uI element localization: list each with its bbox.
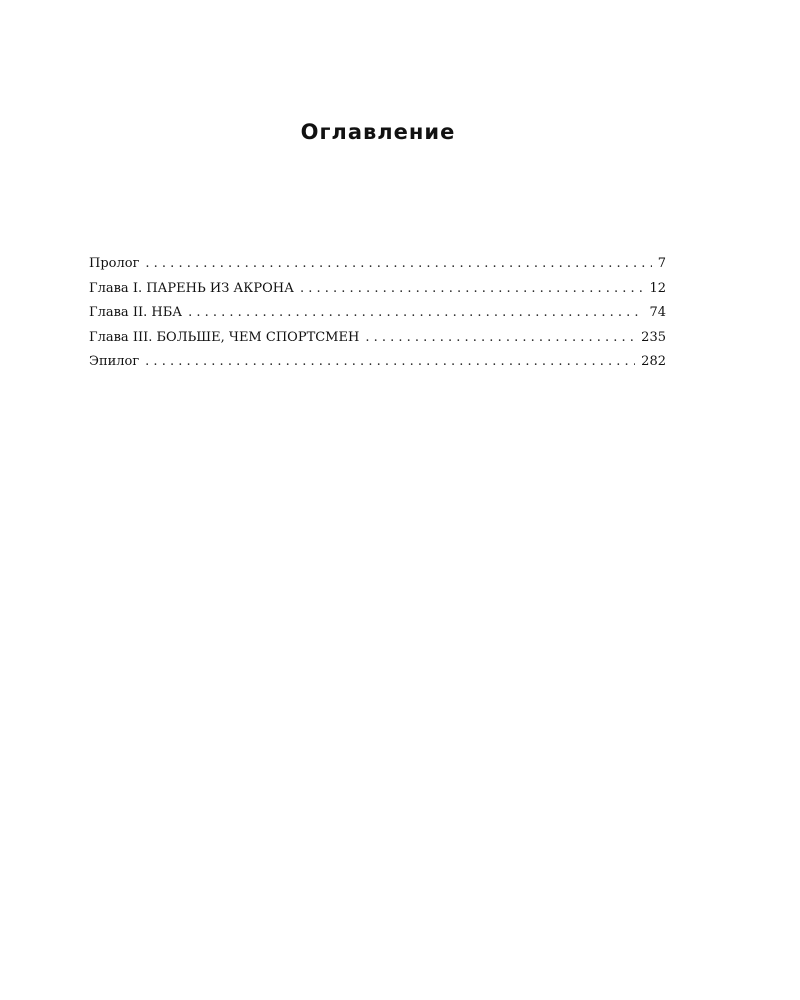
table-of-contents xyxy=(89,252,666,375)
toc-entry-page: 12 xyxy=(649,280,666,296)
toc-entry-epilogue[interactable] xyxy=(89,350,666,375)
toc-heading: Оглавление xyxy=(300,120,456,144)
toc-entry-page: 235 xyxy=(641,329,666,345)
dot-leader xyxy=(145,350,635,375)
toc-entry-label: Глава I. ПАРЕНЬ ИЗ АКРОНА xyxy=(89,280,294,296)
dot-leader xyxy=(188,301,643,326)
toc-entry-label: Пролог xyxy=(89,256,140,271)
toc-entry-prologue[interactable] xyxy=(89,252,666,277)
toc-entry-label: Эпилог xyxy=(89,354,140,369)
toc-entry-page: 74 xyxy=(649,305,666,320)
toc-entry-chapter-2[interactable] xyxy=(89,301,666,326)
dot-leader xyxy=(365,326,635,351)
toc-entry-label: Глава III. БОЛЬШЕ, ЧЕМ СПОРТСМЕН xyxy=(89,329,360,345)
toc-entry-chapter-3[interactable] xyxy=(89,326,666,351)
dot-leader xyxy=(145,252,651,277)
toc-entry-label: Глава II. НБА xyxy=(89,305,183,320)
toc-entry-page: 7 xyxy=(657,256,666,271)
dot-leader xyxy=(300,277,644,302)
toc-entry-page: 282 xyxy=(641,354,666,369)
toc-entry-chapter-1[interactable] xyxy=(89,277,666,302)
